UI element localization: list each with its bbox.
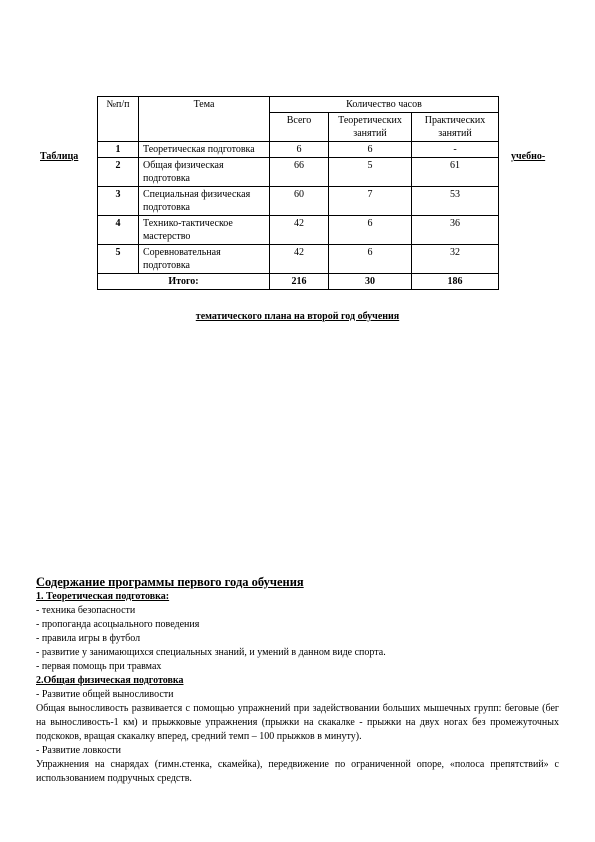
section-heading: 2.Общая физическая подготовка — [36, 675, 184, 686]
header-total: Всего — [270, 113, 329, 142]
content-title: Содержание программы первого года обучения — [36, 575, 304, 589]
total-theory: 30 — [329, 274, 412, 290]
row-total: 42 — [270, 216, 329, 245]
program-content — [36, 574, 559, 786]
row-num: 2 — [98, 158, 139, 187]
row-topic: Специальная физическая подготовка — [139, 187, 270, 216]
table-total-row — [98, 274, 499, 290]
table-caption-right: учебно- — [511, 151, 546, 162]
row-practice: 53 — [412, 187, 499, 216]
row-practice: - — [412, 142, 499, 158]
paragraph: Упражнения на снарядах (гимн.стенка, скамейка), передвижение по ограниченной опоре, «полоса препятствий» с использованием подручных средств. — [36, 759, 559, 784]
table-caption-left: Таблица — [40, 151, 79, 162]
table-caption-bottom: тематического плана на второй год обучения — [195, 311, 400, 322]
row-num: 4 — [98, 216, 139, 245]
list-item: - техника безопасности — [36, 605, 136, 616]
section-heading: 1. Теоретическая подготовка: — [36, 591, 170, 602]
row-topic: Теоретическая подготовка — [139, 142, 270, 158]
row-num: 5 — [98, 245, 139, 274]
row-practice: 36 — [412, 216, 499, 245]
row-total: 42 — [270, 245, 329, 274]
row-topic: Общая физическая подготовка — [139, 158, 270, 187]
row-theory: 5 — [329, 158, 412, 187]
header-hours: Количество часов — [270, 97, 499, 113]
subsection-heading: - Развитие общей выносливости — [36, 689, 174, 700]
row-topic: Технико-тактическое мастерство — [139, 216, 270, 245]
curriculum-table — [97, 96, 499, 290]
table-row — [98, 245, 499, 274]
table-row — [98, 216, 499, 245]
row-theory: 7 — [329, 187, 412, 216]
row-practice: 61 — [412, 158, 499, 187]
list-item: - первая помощь при травмах — [36, 661, 162, 672]
row-topic: Соревновательная подготовка — [139, 245, 270, 274]
row-theory: 6 — [329, 142, 412, 158]
total-label: Итого: — [98, 274, 270, 290]
header-topic: Тема — [139, 97, 270, 142]
row-practice: 32 — [412, 245, 499, 274]
table-row — [98, 158, 499, 187]
row-theory: 6 — [329, 245, 412, 274]
header-num: №п/п — [98, 97, 139, 142]
list-item: - правила игры в футбол — [36, 633, 141, 644]
subsection-heading: - Развитие ловкости — [36, 745, 121, 756]
list-item: - развитие у занимающихся специальных знаний, и умений в данном виде спорта. — [36, 647, 386, 658]
table-row — [98, 142, 499, 158]
total-total: 216 — [270, 274, 329, 290]
row-total: 60 — [270, 187, 329, 216]
total-practice: 186 — [412, 274, 499, 290]
header-theory: Теоретических занятий — [329, 113, 412, 142]
paragraph: Общая выносливость развивается с помощью упражнений при задействовании больших мышечных групп: беговые (бег на выносливость-1 км) и прыжковые упражнения (прыжки на скакалке - прыжки на двух ногах без промежуточных подскоков, вращая скакалку вперед, средний темп – 100 прыжков в минуту). — [36, 703, 559, 742]
list-item: - пропоганда асоцыального поведения — [36, 619, 200, 630]
row-num: 1 — [98, 142, 139, 158]
header-practice: Практических занятий — [412, 113, 499, 142]
row-total: 66 — [270, 158, 329, 187]
table-row — [98, 187, 499, 216]
row-num: 3 — [98, 187, 139, 216]
row-theory: 6 — [329, 216, 412, 245]
table-header-row — [98, 97, 499, 113]
row-total: 6 — [270, 142, 329, 158]
